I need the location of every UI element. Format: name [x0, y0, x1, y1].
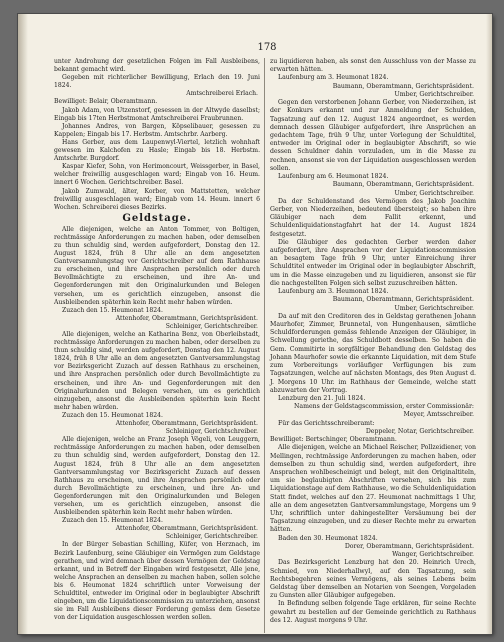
- document-page: [18, 14, 492, 634]
- signature-line: Baumann, Oberamtmann, Gerichtspräsident.: [332, 181, 474, 189]
- section-heading: Geldstage.: [122, 212, 192, 224]
- paragraph: Bewilliget: Belair, Oberamtmann.: [54, 98, 158, 106]
- signature-line: Meyer, Amtsschreiber.: [403, 411, 474, 419]
- paragraph: Das Bezirksgericht Lenzburg hat den 20. Heinrich Urech, Schmied, von Niederhallwyl, auf den Tagsatzung, sein Rechtsbegehren seines Vermögens, als seines Lebens beim Geldstag über demselben an Notarien von Seengen, Vorgeladen zu Gunsten aller Gläubiger aufgegeben.: [270, 559, 476, 600]
- signature-line: Schleiniger, Gerichtschreiber.: [165, 533, 258, 541]
- signature-line: Deppeler, Notar, Gerichtschreiber.: [365, 427, 474, 435]
- paragraph: Da auf mit den Creditoren des in Geldstag gerathenen Johann Maurhofer, Zimmer, Brunnetal, von Hungenhausen, sämtliche Schuldforderungen gemäss fehlende Anzeigen der Gläubiger, in Schwellung geriethe, das Schuldbott desselben. So haben die Gem. Commitirte in sorgfältiger Behandlung den Geldstag des Johann Maurhofer sowie die erkannte Liquidation, mit dem Stufe zum Vorbereitungs vorläufiger Verfügungen bis zum Tagsatzungen, welche auf nächsten Montags, des 9ten August d. J. Morgens 10 Uhr. im Rathhaus der Gemeinde, welche statt abzuwarten der Vortrag.: [270, 312, 476, 394]
- signature-line: Amtschreiberei Erlach.: [186, 90, 258, 98]
- signature-line: Umber, Gerichtschreiber.: [394, 304, 474, 312]
- paragraph: Jakob Adam, von Utzenstorf, gesessen in der Altwyde daselbst; Eingab bis 17ten Herbstmonat Amtschreiberei Fraubrunnen.: [54, 106, 260, 122]
- paragraph: Jakob Zumwald, älter, Korber, von Mattstetten, welcher freiwillig ausgeschlagen ward; Eingab vom 14. Heum. innert 6 Wochen. Schreiberei dieses Bezirks.: [54, 187, 260, 211]
- paragraph: In Befindung selben folgende Tage erklären, für seine Rechte gewahrt zu bestellen auf der Gemeinde gerichtlich zu Rathhaus des 12. August morgens 9 Uhr.: [270, 600, 476, 624]
- signature-line: Umber, Gerichtschreiber.: [394, 90, 474, 98]
- paragraph: Da der Schuldenstand des Vermögen des Jakob Joachim Gerber, von Niederzeihen, bedeutend übersteigt; so haben ihre Gläubiger nach dem Fallit erkennt, und Schuldenliquidationstagfahrt hat der 14. August 1824 festgesetzt.: [270, 197, 476, 238]
- paragraph: Alle diejenigen, welche an Anton Tommer, von Boltigen, rechtmässige Anforderungen zu machen haben, oder demselben zu thun schuldig sind, werden aufgefordert, Donstag den 12. August 1824, früh 8 Uhr alle an dem angesetzten Gantversammlungstag vor Gerichtschreiber auf dem Rathhause zu erscheinen, und ihre Ansprachen persönlich oder durch Bevollmächtigte zu erscheinen, und ihre An- und Gegenforderungen mit den Originalurkunden und Belegen versehen, um es gerichtlich einzugeben, ansonst die Ausbleibenden späterhin kein Recht mehr haben würden.: [54, 225, 260, 306]
- paragraph: zu liquidieren haben, als sonst den Ausschluss von der Masse zu erwarten hätten.: [270, 58, 476, 74]
- paragraph: Zuzach den 15. Heumonat 1824.: [62, 306, 163, 314]
- page-number: 178: [257, 42, 277, 53]
- paragraph: Gegen den verstorbenen Johann Gerber, von Niederzeihen, ist der Konkurs erkannt und zur Anmeldung der Schulden, Tagsatzung auf den 12. August 1824 angeordnet, es werden demnach dessen Gläubiger aufgefordert, ihre Ansprüchen an gedachtem Tage, früh 9 Uhr, unter Vorlegung der Schuldtitel, entweder im Original oder in beglaubigter Abschrift, so wie dessen Schuldner dahin vorzuladen, um in die Masse zu rechnen, ansonst sie von der Liquidation ausgeschlossen werden sollen.: [270, 99, 476, 172]
- left-column: [54, 58, 260, 622]
- signature-line: Dorer, Oberamtmann, Gerichtspräsident.: [344, 542, 474, 550]
- paragraph: Baden den 30. Heumonat 1824.: [278, 534, 378, 542]
- paragraph: Zuzach den 15. Heumonat 1824.: [62, 411, 163, 419]
- signature-line: Namens der Geldstagscommission, erster Commissionär:: [293, 403, 474, 411]
- right-column: [270, 58, 476, 625]
- column-divider: [264, 58, 265, 633]
- page-edge: [486, 14, 492, 634]
- paragraph: Laufenburg am 3. Heumonat 1824.: [278, 288, 389, 296]
- paragraph: Zuzach den 15. Heumonat 1824.: [62, 517, 163, 525]
- binding-edge: [18, 14, 28, 634]
- paragraph: Bewilliget: Bertschinger, Oberamtmann.: [270, 436, 397, 444]
- signature-line: Schleiniger, Gerichtschreiber.: [165, 428, 258, 436]
- paragraph: Gegeben mit richterlicher Bewilligung, Erlach den 19. Juni 1824.: [54, 74, 260, 90]
- paragraph: Alle diejenigen, welche an Franz Joseph Vögeli, von Leuggern, rechtmässige Anforderungen zu machen haben, oder demselben zu thun schuldig sind, werden aufgefordert, Donstag den 12. August 1824, früh 8 Uhr alle an dem angesetzten Gantversammlungstag vor Bezirksgericht Zuzach auf dessen Rathhaus zu erscheinen, und ihre Ansprachen persönlich oder durch Bevollmächtigte zu erscheinen, und ihre An- und Gegenforderungen mit den Originalurkunden und Belegen versehen, um es gerichtlich einzugeben, ansonst die Ausbleibenden späterhin kein Recht mehr haben würden.: [54, 436, 260, 517]
- paragraph: Kaspar Kiefer, Sohn, von Herimoncourt, Weissgerber, in Basel, welcher freiwillig ausgeschlagen ward; Eingab von 16. Heum. innert 6 Wochen. Gerichtschreiber. Basel.: [54, 163, 260, 187]
- paragraph: In der Bürger Sebastian Schilling, Küfer, von Herznach, im Bezirk Laufenburg, seine Gläubiger ein Vermögen zum Geldstage gerathen, und wird demnach über dessen Vermögen der Geldstag erkannt, und in Betreff der Eingaben wird festgesetzt, Alle jene, welche Ansprachen an denselben zu machen haben, sollen solche bis 6. Heumonat 1824 schriftlich unter Vorweisung der Schuldtitel, entweder im Original oder in beglaubigter Abschrift eingeben, um die Liquidationscommission zu unterziehen, ansonst sie im Fall Ausbleibens dieser Forderung gemäss dem Gesetze von der Liquidation ausgeschlossen werden sollen.: [54, 541, 260, 622]
- paragraph: Lenzburg den 21. Juli 1824.: [278, 394, 366, 402]
- signature-line: Baumann, Oberamtmann, Gerichtspräsident.: [332, 296, 474, 304]
- paragraph: Hans Gerber, aus dem Laupenwyl-Viertel, letzlich wohnhaft gewesen im Kalchofen zu Hasle; Eingab bis 18. Herbstm. Amtschrbr. Burgdorf.: [54, 138, 260, 163]
- paragraph: Für das Gerichtsschreiberamt:: [278, 419, 375, 427]
- paragraph: Alle diejenigen, welche an Michael Reischer, Pollzeidiener, von Mellingen, rechtmässige Anforderungen zu machen haben, oder demselben zu thun schuldig sind, werden aufgefordert, ihre Ansprachen wohlbescheinigt und belegt, mit den Originaltiteln, um sie beglaubigten Abschriften versehen, sich bis zum Liquidationstage auf dem Rathhause, wo die Schuldenliquidation Statt findet, welches auf den 27. Heumonat nachmittags 1 Uhr, alle an dem angesetzten Gantversammlungstage, Morgens um 9 Uhr, schriftlich unter dahingestellter Versäumung bei der Tagsatzung einzugeben, und zu dieser Rechte mehr zu erwarten hätten.: [270, 444, 476, 534]
- page-content: [54, 42, 480, 633]
- paragraph: Laufenburg am 6. Heumonat 1824.: [278, 173, 389, 181]
- signature-line: Umber, Gerichtschreiber.: [394, 189, 474, 197]
- signature-line: Schleiniger, Gerichtschreiber.: [165, 322, 258, 330]
- signature-line: Wanger, Gerichtschreiber.: [392, 551, 474, 559]
- paragraph: Laufenburg am 3. Heumonat 1824.: [278, 74, 389, 82]
- signature-line: Attenhofer, Oberamtmann, Gerichtspräsident.: [115, 314, 258, 322]
- paragraph: unter Androhung der gesetzlichen Folgen im Fall Ausbleibens, bekannt gemacht wird.: [54, 58, 260, 74]
- paragraph: Die Gläubiger des gedachten Gerber werden daher aufgefordert, ihre Ansprachen vor der Liquidationscommission an besagtem Tage früh 9 Uhr, unter Einreichung ihrer Schuldtitel entweder im Original oder in beglaubigter Abschrift, um in die Masse einzugeben und zu liquidieren, ansonst sie für die nachgestellten Folgen sich selbst zuzuschreiben hätten.: [270, 238, 476, 287]
- signature-line: Attenhofer, Oberamtmann, Gerichtspräsident.: [115, 420, 258, 428]
- paragraph: Johannes Andres, von Bargen, Köpselibauer, gesessen zu Kappelen; Eingab bis 17. Herbstm. Amtschrbr. Aarberg.: [54, 122, 260, 138]
- signature-line: Baumann, Oberamtmann, Gerichtspräsident.: [332, 82, 474, 90]
- signature-line: Attenhofer, Oberamtmann, Gerichtspräsident.: [115, 525, 258, 533]
- paragraph: Alle diejenigen, welche an Katharina Benz, von Oberleibstadt, rechtmässige Anforderungen zu machen haben, oder derselben zu thun schuldig sind, werden aufgefordert, Donstag den 12. August 1824, früh 8 Uhr alle an dem angesetzten Gantversammlungstag vor Bezirksgericht Zuzach auf dessen Rathhaus zu erscheinen, und ihre Ansprachen persönlich oder durch Bevollmächtigte zu erscheinen, und ihre An- und Gegenforderungen mit den Originalurkunden und Belegen versehen, um es gerichtlich einzugeben, ansonst die Ausbleibenden späterhin kein Recht mehr haben würden.: [54, 331, 260, 411]
